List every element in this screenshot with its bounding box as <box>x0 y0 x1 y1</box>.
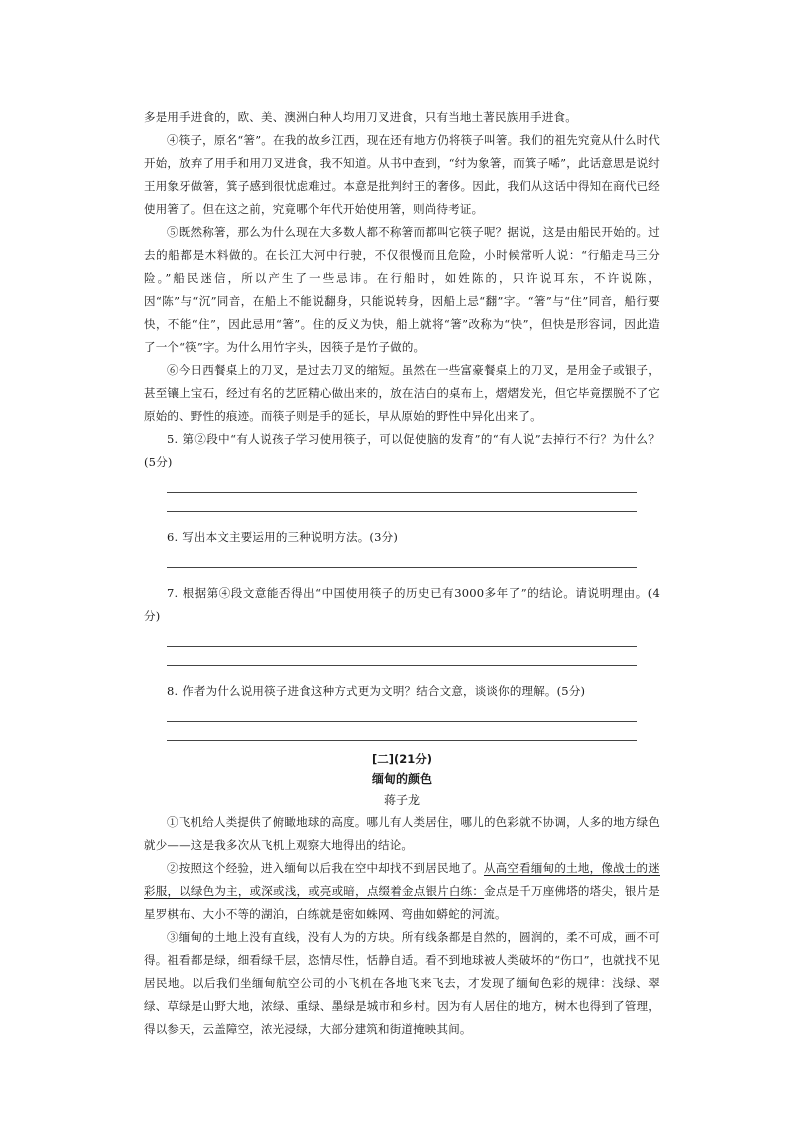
article-paragraph-3: ③缅甸的土地上没有直线，没有人为的方块。所有线条都是自然的，圆润的，柔不可成，画不可得。祖看都是绿，细看绿千层，恣情尽性，恬静自适。看不到地球被人类破坏的“伤口”，也就找不见居民地。以后我们坐缅甸航空公司的小飞机在各地飞来飞去，才发现了缅甸色彩的规律：浅绿、翠绿、草绿是山野大地，浓绿、重绿、墨绿是城市和乡村。因为有人居住的地方，树木也得到了管理，得以参天，云盖障空，浓光浸绿，大部分建筑和街道掩映其间。 <box>144 930 660 1036</box>
paragraph-6: ⑥今日西餐桌上的刀叉，是过去刀叉的缩短。虽然在一些富豪餐桌上的刀叉，是用金子或银子，甚至镶上宝石，经过有名的艺匠精心做出来的，放在洁白的桌布上，熠熠发光，但它毕竟摆脱不了它原始的、野性的痕迹。而筷子则是手的延长，早从原始的野性中异化出来了。 <box>144 363 660 423</box>
answer-line[interactable] <box>167 740 637 741</box>
section-2-header-text: [二](21分) <box>371 752 433 766</box>
paragraph-2-lead: ②按照这个经验，进入缅甸以后我在空中却找不到居民地了。 <box>167 861 484 875</box>
paragraph-4: ④筷子，原名“箸”。在我的故乡江西，现在还有地方仍将筷子叫箸。我们的祖先究竟从什么时代开始，放弃了用手和用刀叉进食，我不知道。从书中查到，“纣为象箸，而箕子唏”，此话意思是说纣王用象牙做箸，箕子感到很忧虑难过。本意是批判纣王的奢侈。因此，我们从这话中得知在商代已经使用箸了。但在这之前，究竟哪个年代开始使用箸，则尚待考证。 <box>144 133 660 216</box>
question-6: 6. 写出本文主要运用的三种说明方法。(3分) <box>167 530 399 544</box>
paragraph-3-continued: 多是用手进食的，欧、美、澳洲白种人均用刀叉进食，只有当地土著民族用手进食。 <box>144 110 577 124</box>
section-2-header <box>144 749 660 769</box>
question-5: 5. 第②段中“有人说孩子学习使用筷子，可以促使脑的发育”的“有人说”去掉行不行？为什么？(5分) <box>144 432 660 469</box>
article-title: 缅甸的颜色 <box>371 772 432 786</box>
underlined-sentence: 从高空看缅甸的土地，像战士的迷彩服，以绿色为主，或深或浅，或亮或暗，点缀着金点银片白练： <box>144 861 660 898</box>
article-paragraph-1: ①飞机给人类提供了俯瞰地球的高度。哪儿有人类居住，哪儿的色彩就不协调，人多的地方绿色就少——这是我多次从飞机上观察大地得出的结论。 <box>144 815 660 852</box>
document-page <box>144 106 660 1041</box>
question-7: 7. 根据第④段文意能否得出“中国使用筷子的历史已有3000多年了”的结论。请说明理由。(4分) <box>144 586 660 623</box>
paragraph-2-tail: 金点是千万座佛塔的塔尖，银片是星罗棋布、大小不等的湖泊，白练就是密如蛛网、弯曲如蟒蛇的河流。 <box>144 884 660 921</box>
article-paragraph-2 <box>144 857 660 926</box>
article-author: 蒋子龙 <box>383 793 420 807</box>
paragraph-5: ⑤既然称箸，那么为什么现在大多数人都不称箸而都叫它筷子呢？据说，这是由船民开始的。过去的船都是木料做的。在长江大河中行驶，不仅很慢而且危险，小时候常听人说：“行船走马三分险。”船民迷信，所以产生了一些忌讳。在行船时，如姓陈的，只许说耳东，不许说陈，因“陈”与“沉”同音，在船上不能说翻身，只能说转身，因船上忌“翻”字。“箸”与“住”同音，船行要快，不能“住”，因此忌用“箸”。住的反义为快，船上就将“箸”改称为“快”，但快是形容词，因此造了一个“筷”字。为什么用竹字头，因筷子是竹子做的。 <box>144 225 660 354</box>
question-8: 8. 作者为什么说用筷子进食这种方式更为文明？结合文意，谈谈你的理解。(5分) <box>167 684 586 698</box>
